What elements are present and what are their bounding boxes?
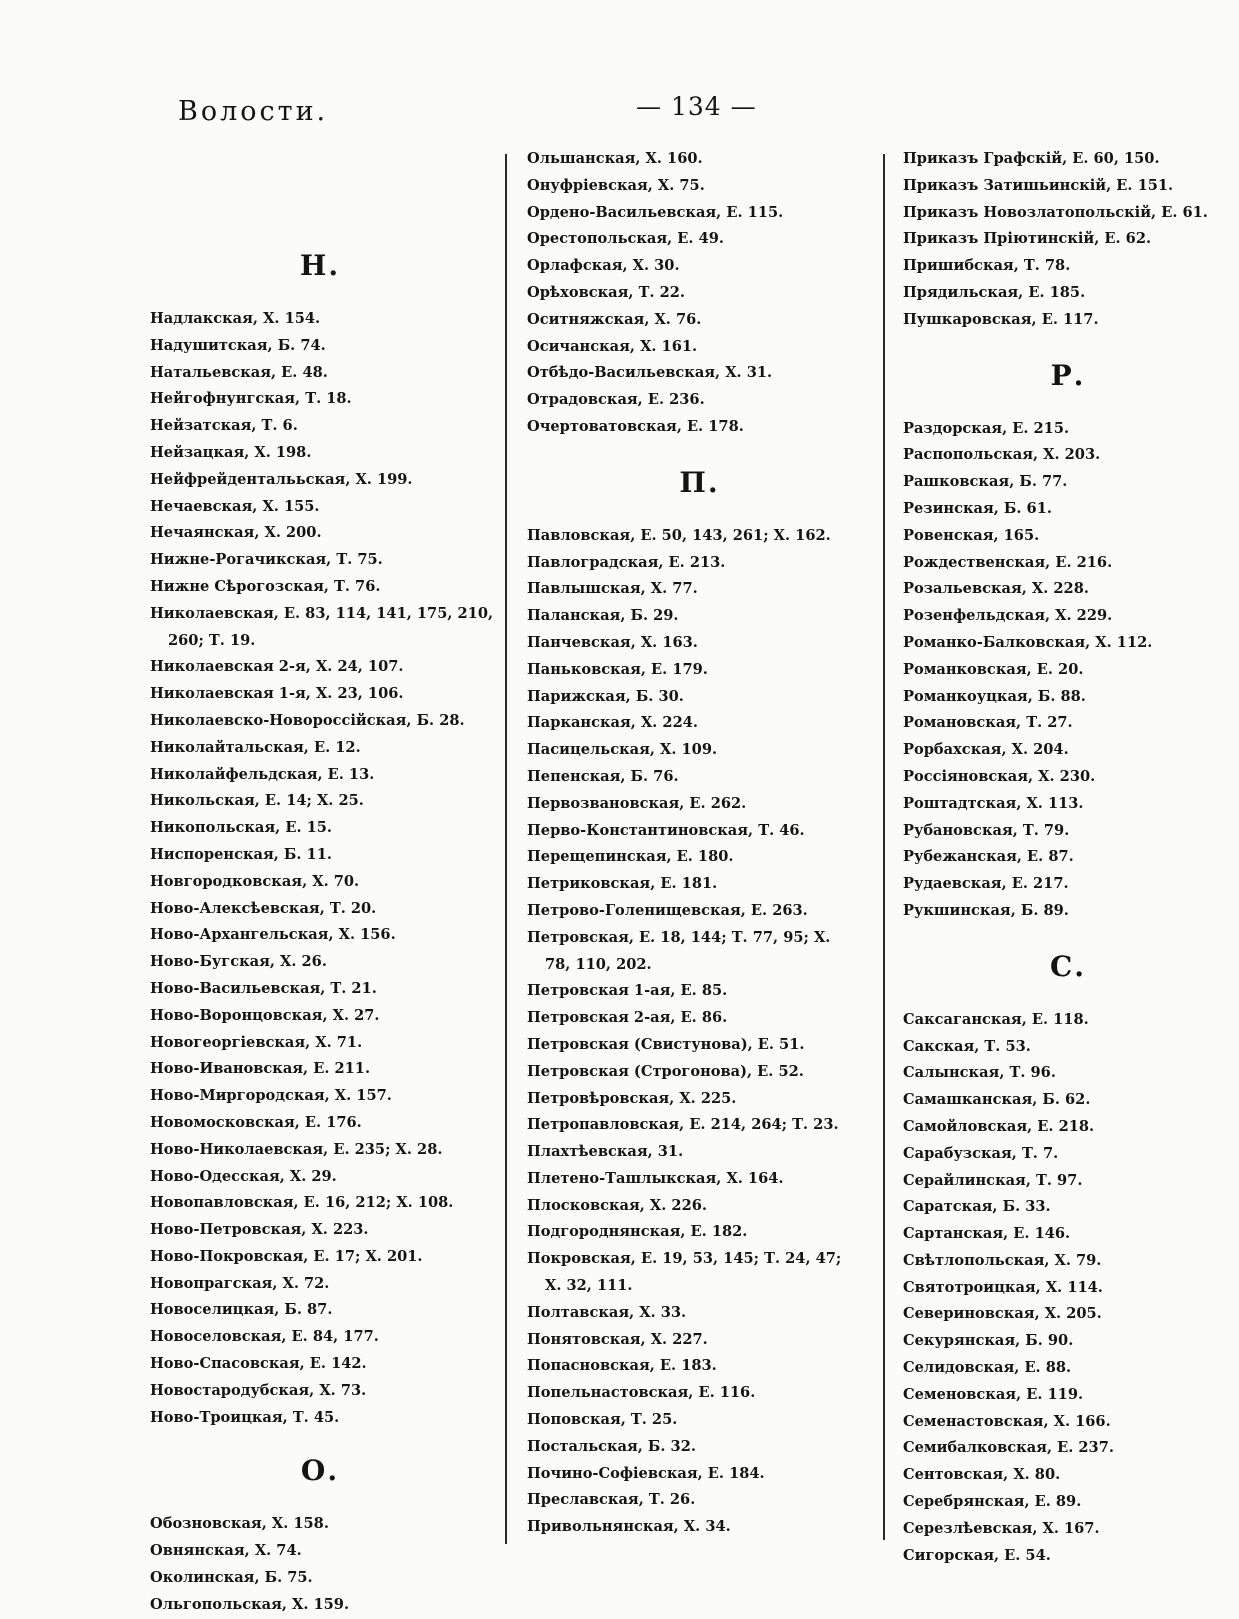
index-entry: Подгороднянская, Е. 182. (527, 1223, 748, 1241)
index-entry: Распопольская, Х. 203. (903, 446, 1101, 464)
index-entry: 78, 110, 202. (545, 955, 652, 973)
index-entry: Пушкаровская, Е. 117. (903, 310, 1099, 328)
section-letter-heading: Н. (299, 249, 341, 282)
index-entry: Рукшинская, Б. 89. (903, 901, 1069, 919)
index-entry: Покровская, Е. 19, 53, 145; Т. 24, 47; (527, 1250, 842, 1268)
index-entry: Петропавловская, Е. 214, 264; Т. 23. (527, 1116, 839, 1134)
index-entry: Нечаевская, Х. 155. (150, 497, 320, 515)
index-entry: Постальская, Б. 32. (527, 1437, 696, 1455)
index-entry: Селидовская, Е. 88. (903, 1359, 1072, 1377)
index-entry: Прядильская, Е. 185. (903, 283, 1086, 301)
index-entry: Новопавловская, Е. 16, 212; Х. 108. (150, 1194, 454, 1212)
running-title: Волости. (178, 96, 329, 127)
index-entry: Ниспоренская, Б. 11. (150, 845, 332, 863)
index-entry: Нейзацкая, Х. 198. (150, 443, 312, 461)
index-entry: Ново-Спасовская, Е. 142. (150, 1355, 367, 1373)
index-entry: Серайлинская, Т. 97. (903, 1171, 1083, 1189)
index-entry: Николайфельдская, Е. 13. (150, 765, 375, 783)
index-entry: Розенфельдская, Х. 229. (903, 607, 1113, 625)
index-entry: Ново-Троицкая, Т. 45. (150, 1408, 340, 1426)
index-entry: Нейзатская, Т. 6. (150, 417, 298, 435)
index-entry: Сакская, Т. 53. (903, 1037, 1031, 1055)
index-entry: Романовская, Т. 27. (903, 714, 1073, 732)
index-entry: Новоселовская, Е. 84, 177. (150, 1328, 379, 1346)
index-entry: Святотроицкая, Х. 114. (903, 1278, 1103, 1296)
index-entry: Ново-Бугская, Х. 26. (150, 953, 327, 971)
index-entry: Надлакская, Х. 154. (150, 310, 321, 327)
index-entry: Плетено-Ташлыкская, Х. 164. (527, 1169, 784, 1187)
index-entry: Сигорская, Е. 54. (903, 1546, 1051, 1564)
index-entry: Околинская, Б. 75. (150, 1569, 313, 1587)
index-entry: Петровѣровская, Х. 225. (527, 1089, 737, 1107)
index-entry: Перещепинская, Е. 180. (527, 848, 734, 866)
column-rule (505, 154, 507, 1544)
index-entry: Николаевская 2-я, Х. 24, 107. (150, 658, 404, 676)
index-entry: Ново-Николаевская, Е. 235; Х. 28. (150, 1140, 443, 1158)
index-entry: Обозновская, Х. 158. (150, 1515, 329, 1533)
index-entry: Парканская, Х. 224. (527, 714, 698, 732)
index-entry: Ново-Покровская, Е. 17; Х. 201. (150, 1247, 423, 1265)
index-entry: Орѣховская, Т. 22. (527, 283, 685, 301)
index-entry: Семибалковская, Е. 237. (903, 1439, 1114, 1457)
index-entry: Овнянская, Х. 74. (150, 1542, 302, 1560)
index-entry: Орлафская, Х. 30. (527, 257, 680, 275)
index-entry: Паланская, Б. 29. (527, 607, 679, 625)
index-entry: Резинская, Б. 61. (903, 499, 1052, 517)
index-entry: Очертоватовская, Е. 178. (527, 417, 744, 435)
index-entry: Петрово-Голенищевская, Е. 263. (527, 901, 808, 919)
index-entry: Ново-Петровская, Х. 223. (150, 1221, 369, 1239)
index-entry: Понятовская, Х. 227. (527, 1330, 708, 1348)
index-entry: Ново-Воронцовская, Х. 27. (150, 1006, 380, 1024)
index-entry: Николайтальская, Е. 12. (150, 738, 361, 756)
index-entry: Сарабузская, Т. 7. (903, 1144, 1059, 1162)
column-rule (883, 154, 885, 1540)
index-entry: Новомосковская, Е. 176. (150, 1113, 362, 1131)
index-entry: Почино-Софіевская, Е. 184. (527, 1464, 765, 1482)
index-entry: Рождественская, Е. 216. (903, 553, 1113, 571)
index-column-2 (527, 146, 872, 1541)
index-column-3 (903, 146, 1233, 1569)
section-letter-heading: О. (300, 1454, 340, 1488)
index-entry: Салынская, Т. 96. (903, 1064, 1056, 1082)
index-entry: Семеновская, Е. 119. (903, 1385, 1084, 1403)
index-entry: Никопольская, Е. 15. (150, 819, 332, 837)
index-entry: Ольшанская, Х. 160. (527, 150, 703, 167)
index-entry: Самашканская, Б. 62. (903, 1091, 1091, 1109)
index-entry: Петровская 1-ая, Е. 85. (527, 982, 728, 1000)
index-entry: Павлоградская, Е. 213. (527, 553, 726, 571)
index-entry: Рубежанская, Е. 87. (903, 848, 1074, 866)
index-entry: Россіяновская, Х. 230. (903, 767, 1096, 785)
index-entry: Паньковская, Е. 179. (527, 660, 708, 678)
section-letter-heading: Р. (1050, 358, 1086, 392)
index-entry: Рашковская, Б. 77. (903, 473, 1068, 491)
index-entry: Попасновская, Е. 183. (527, 1357, 717, 1375)
section-letter-heading: П. (679, 465, 720, 499)
index-entry: Парижская, Б. 30. (527, 687, 684, 705)
index-entry: Никольская, Е. 14; Х. 25. (150, 792, 364, 810)
index-entry: Плахтѣевская, 31. (527, 1143, 684, 1161)
index-entry: Приказъ Затишьинскій, Е. 151. (903, 176, 1174, 194)
index-entry: Привольнянская, Х. 34. (527, 1518, 731, 1536)
index-entry: Ново-Миргородская, Х. 157. (150, 1087, 392, 1105)
index-entry: Плосковская, Х. 226. (527, 1196, 707, 1214)
index-entry: Ново-Васильевская, Т. 21. (150, 979, 377, 997)
index-entry: Поповская, Т. 25. (527, 1411, 678, 1429)
index-entry: Розальевская, Х. 228. (903, 580, 1089, 598)
page-number: — 134 — (636, 92, 757, 121)
index-entry: Х. 32, 111. (545, 1277, 633, 1295)
index-entry: Натальевская, Е. 48. (150, 363, 328, 381)
index-entry: Отбѣдо-Васильевская, Х. 31. (527, 364, 773, 382)
index-entry: Романкоуцкая, Б. 88. (903, 687, 1086, 705)
index-entry: Нижне-Рогачикская, Т. 75. (150, 551, 383, 569)
index-entry: Павлышская, Х. 77. (527, 580, 698, 598)
index-entry: Приказъ Графскій, Е. 60, 150. (903, 150, 1160, 167)
index-entry: Сартанская, Е. 146. (903, 1225, 1071, 1243)
index-entry: Свѣтлопольская, Х. 79. (903, 1251, 1102, 1269)
index-entry: Ново-Алексѣевская, Т. 20. (150, 899, 377, 917)
index-entry: Преславская, Т. 26. (527, 1491, 696, 1509)
index-entry: Перво-Константиновская, Т. 46. (527, 821, 805, 839)
index-entry: Орестопольская, Е. 49. (527, 230, 724, 248)
index-entry: Пепенская, Б. 76. (527, 767, 679, 785)
index-column-1 (150, 226, 494, 1619)
index-entry: Серезлѣевская, Х. 167. (903, 1519, 1100, 1537)
index-entry: Петровская, Е. 18, 144; Т. 77, 95; Х. (527, 928, 831, 946)
index-entry: Оситняжская, Х. 76. (527, 310, 702, 328)
index-entry: Приказъ Пріютинскій, Е. 62. (903, 230, 1152, 248)
index-entry: Полтавская, Х. 33. (527, 1303, 687, 1321)
index-entry: Ордено-Васильевская, Е. 115. (527, 203, 784, 221)
index-entry: Саратская, Б. 33. (903, 1198, 1051, 1216)
index-entry: Петровская 2-ая, Е. 86. (527, 1009, 728, 1027)
index-entry: Нейгофнунгская, Т. 18. (150, 390, 352, 408)
index-entry: Нечаянская, Х. 200. (150, 524, 322, 542)
index-entry: Саксаганская, Е. 118. (903, 1010, 1089, 1028)
index-entry: Нижне Сѣрогозская, Т. 76. (150, 577, 381, 595)
index-entry: Приказъ Новозлатопольскій, Е. 61. (903, 203, 1208, 221)
index-entry: Рорбахская, Х. 204. (903, 741, 1069, 759)
section-letter-heading: С. (1049, 949, 1087, 983)
index-entry: Николаевско-Новороссійская, Б. 28. (150, 711, 465, 729)
index-entry: Павловская, Е. 50, 143, 261; Х. 162. (527, 526, 831, 544)
index-entry: Пасицельская, Х. 109. (527, 741, 718, 759)
index-entry: Ново-Одесская, Х. 29. (150, 1167, 337, 1185)
index-entry: Ново-Ивановская, Е. 211. (150, 1060, 371, 1078)
index-entry: 260; Т. 19. (168, 631, 256, 649)
index-entry: Петровская (Строгонова), Е. 52. (527, 1062, 804, 1080)
index-entry: Рудаевская, Е. 217. (903, 875, 1069, 893)
index-entry: Серебрянская, Е. 89. (903, 1493, 1082, 1511)
index-entry: Ольгопольская, Х. 159. (150, 1595, 350, 1613)
index-entry: Осичанская, Х. 161. (527, 337, 698, 355)
index-entry: Новгородковская, Х. 70. (150, 872, 360, 890)
index-entry: Ново-Архангельская, Х. 156. (150, 926, 396, 944)
index-entry: Онуфріевская, Х. 75. (527, 176, 705, 194)
index-entry: Ровенская, 165. (903, 526, 1040, 544)
index-entry: Рубановская, Т. 79. (903, 821, 1070, 839)
index-entry: Надушитская, Б. 74. (150, 336, 326, 354)
index-entry: Самойловская, Е. 218. (903, 1117, 1095, 1135)
index-entry: Раздорская, Е. 215. (903, 419, 1070, 437)
index-entry: Романко-Балковская, Х. 112. (903, 633, 1153, 651)
index-entry: Роштадтская, Х. 113. (903, 794, 1084, 812)
index-entry: Романковская, Е. 20. (903, 660, 1084, 678)
index-entry: Николаевская 1-я, Х. 23, 106. (150, 685, 404, 703)
index-entry: Новопрагская, Х. 72. (150, 1274, 330, 1292)
index-entry: Попельнастовская, Е. 116. (527, 1384, 756, 1402)
index-entry: Николаевская, Е. 83, 114, 141, 175, 210, (150, 604, 494, 622)
index-entry: Новоселицкая, Б. 87. (150, 1301, 333, 1319)
index-entry: Секурянская, Б. 90. (903, 1332, 1074, 1350)
index-entry: Первозвановская, Е. 262. (527, 794, 747, 812)
index-entry: Пришибская, Т. 78. (903, 257, 1071, 275)
index-entry: Севериновская, Х. 205. (903, 1305, 1102, 1323)
index-entry: Новогеоргіевская, Х. 71. (150, 1033, 363, 1051)
index-entry: Новостародубская, Х. 73. (150, 1381, 367, 1399)
index-entry: Нейфрейденталььская, Х. 199. (150, 470, 413, 488)
index-entry: Петровская (Свистунова), Е. 51. (527, 1035, 805, 1053)
index-entry: Отрадовская, Е. 236. (527, 391, 705, 409)
index-entry: Панчевская, Х. 163. (527, 633, 698, 651)
index-entry: Петриковская, Е. 181. (527, 875, 718, 893)
index-entry: Семенастовская, Х. 166. (903, 1412, 1111, 1430)
index-entry: Сентовская, Х. 80. (903, 1466, 1061, 1484)
